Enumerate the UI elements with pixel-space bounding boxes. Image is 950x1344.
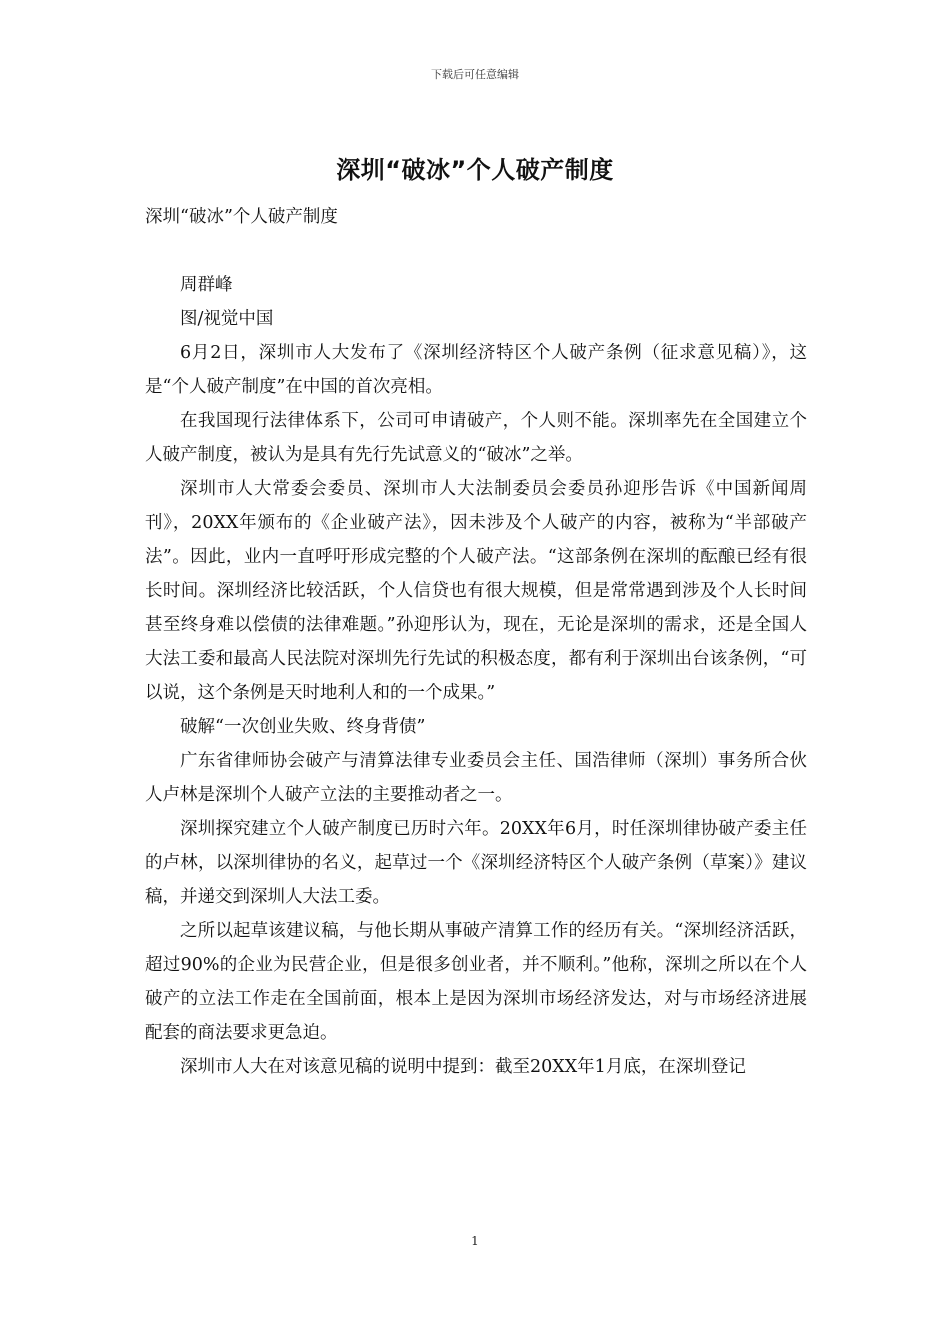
paragraph: 深圳市人大常委会委员、深圳市人大法制委员会委员孙迎彤告诉《中国新闻周刊》，20XX年颁布的《企业破产法》，因未涉及个人破产的内容，被称为“半部破产法”。因此，业内一直呼吁形成完整的个人破产法。“这部条例在深圳的酝酿已经有很长时间。深圳经济比较活跃，个人信贷也有很大规模，但是常常遇到涉及个人长时间甚至终身难以偿债的法律难题。”孙迎彤认为，现在，无论是深圳的需求，还是全国人大法工委和最高人民法院对深圳先行先试的积极态度，都有利于深圳出台该条例，“可以说，这个条例是天时地利人和的一个成果。” [145, 479, 807, 703]
document-body [145, 200, 807, 1084]
document-title: 深圳“破冰”个人破产制度 [336, 156, 614, 184]
paragraph: 深圳市人大在对该意见稿的说明中提到：截至20XX年1月底，在深圳登记 [180, 1057, 746, 1077]
paragraph: 在我国现行法律体系下，公司可申请破产，个人则不能。深圳率先在全国建立个人破产制度，被认为是具有先行先试意义的“破冰”之举。 [145, 411, 807, 465]
section-heading: 破解“一次创业失败、终身背债” [180, 717, 426, 737]
author-line: 周群峰 [180, 275, 233, 295]
document-subtitle: 深圳“破冰”个人破产制度 [145, 207, 338, 227]
paragraph: 之所以起草该建议稿，与他长期从事破产清算工作的经历有关。“深圳经济活跃，超过90%的企业为民营企业，但是很多创业者，并不顺利。”他称，深圳之所以在个人破产的立法工作走在全国前面，根本上是因为深圳市场经济发达，对与市场经济进展配套的商法要求更急迫。 [145, 921, 807, 1043]
page-number: 1 [471, 1234, 479, 1248]
header-note: 下载后可任意编辑 [431, 68, 519, 81]
paragraph: 6月2日，深圳市人大发布了《深圳经济特区个人破产条例（征求意见稿）》，这是“个人破产制度”在中国的首次亮相。 [145, 343, 807, 397]
paragraph: 深圳探究建立个人破产制度已历时六年。20XX年6月，时任深圳律协破产委主任的卢林，以深圳律协的名义，起草过一个《深圳经济特区个人破产条例（草案）》建议稿，并递交到深圳人大法工委。 [145, 819, 807, 907]
image-credit: 图/视觉中国 [180, 309, 274, 329]
paragraph: 广东省律师协会破产与清算法律专业委员会主任、国浩律师（深圳）事务所合伙人卢林是深圳个人破产立法的主要推动者之一。 [145, 751, 807, 805]
